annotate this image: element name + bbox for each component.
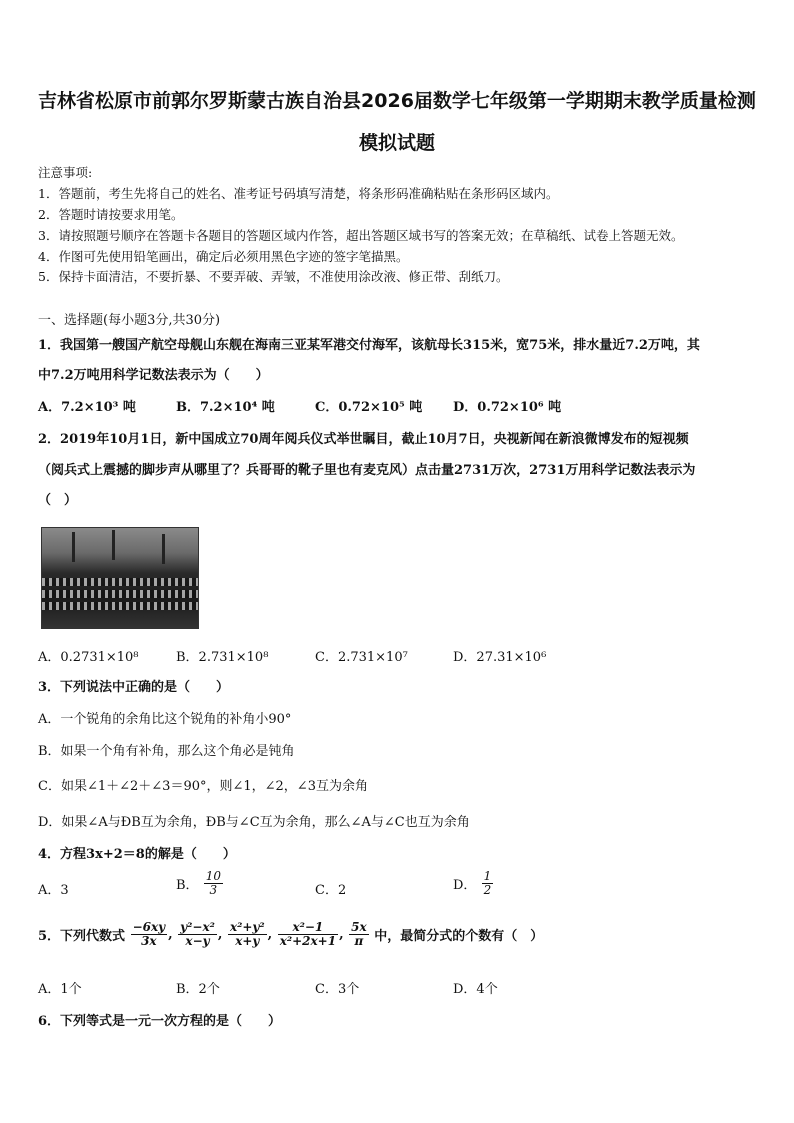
question-1-line1: 1．我国第一艘国产航空母舰山东舰在海南三亚某军港交付海军，该航母长315米，宽75米，排水量近7.2万吨，其 bbox=[38, 338, 700, 353]
question-4-options bbox=[38, 870, 758, 910]
option-d[interactable] bbox=[453, 870, 494, 897]
option-b[interactable] bbox=[176, 870, 224, 897]
question-5-prefix: 5．下列代数式 bbox=[38, 929, 126, 945]
question-3-option-a[interactable]: A．一个锐角的余角比这个锐角的补角小90° bbox=[38, 712, 292, 727]
expression-3: $\frac{\text{x²+y²}}{x+y}$ bbox=[229, 920, 265, 949]
notice-heading: 注意事项: bbox=[38, 165, 93, 180]
option-b[interactable]: B．7.2×10⁴ 吨 bbox=[176, 400, 275, 415]
notice-item-2: 2．答题时请按要求用笔。 bbox=[38, 207, 184, 222]
question-3-option-c[interactable]: C．如果∠1＋∠2＋∠3＝90°，则∠1，∠2，∠3互为余角 bbox=[38, 779, 368, 794]
question-5-stem: 5．下列代数式 $\frac{-6xy}{3x}$ , $\frac{\text{y²−x²}}{x-y}$ , $\frac{\text{x²+y²}}{x+y}$ , $\frac{\text{x²−1}}{\text{x²+2x+1}}$ , $\frac{5x}{\pi}$ 中，最简分式的个数有（ ） bbox=[38, 920, 544, 949]
option-a[interactable]: A．0.2731×10⁸ bbox=[38, 650, 139, 665]
notice-item-1: 1．答题前，考生先将自己的姓名、准考证号码填写清楚，将条形码准确粘贴在条形码区域内。 bbox=[38, 186, 559, 201]
notice-item-4: 4．作图可先使用铅笔画出，确定后必须用黑色字迹的签字笔描黑。 bbox=[38, 249, 409, 264]
page-title: 吉林省松原市前郭尔罗斯蒙古族自治县2026届数学七年级第一学期期末教学质量检测 bbox=[38, 90, 756, 112]
notice-item-3: 3．请按照题号顺序在答题卡各题目的答题区域内作答，超出答题区域书写的答案无效；在草稿纸、试卷上答题无效。 bbox=[38, 228, 684, 243]
expression-4: $\frac{\text{x²−1}}{\text{x²+2x+1}}$ bbox=[279, 920, 337, 949]
option-c[interactable]: C．3个 bbox=[315, 982, 360, 997]
expression-5: $\frac{5x}{\pi}$ bbox=[351, 920, 367, 949]
expression-1: $\frac{-6xy}{3x}$ bbox=[132, 920, 166, 949]
option-d-label: D． bbox=[453, 878, 477, 894]
question-3-option-d[interactable]: D．如果∠A与ÐB互为余角，ÐB与∠C互为余角，那么∠A与∠C也互为余角 bbox=[38, 815, 470, 830]
question-3-option-b[interactable]: B．如果一个角有补角，那么这个角必是钝角 bbox=[38, 744, 295, 759]
option-a[interactable]: A．7.2×10³ 吨 bbox=[38, 400, 136, 415]
page-title-line2: 模拟试题 bbox=[358, 132, 435, 154]
option-b[interactable]: B．2.731×10⁸ bbox=[176, 650, 269, 665]
notice-item-5: 5．保持卡面清洁，不要折暴、不要弄破、弄皱，不准使用涂改液、修正带、刮纸刀。 bbox=[38, 269, 509, 284]
section-heading: 一、选择题(每小题3分,共30分) bbox=[38, 313, 221, 328]
option-c[interactable]: C．2 bbox=[315, 883, 347, 898]
question-4-stem: 4．方程3x+2＝8的解是（ ） bbox=[38, 847, 236, 862]
question-1-line2: 中7.2万吨用科学记数法表示为（ ） bbox=[38, 368, 269, 383]
option-d[interactable]: D．4个 bbox=[453, 982, 498, 997]
question-2-line2: （阅兵式上震撼的脚步声从哪里了？兵哥哥的靴子里也有麦克风）点击量2731万次，2731万用科学记数法表示为 bbox=[38, 463, 696, 478]
question-3-stem: 3．下列说法中正确的是（ ） bbox=[38, 680, 230, 695]
option-b-label: B． bbox=[176, 878, 199, 894]
option-a[interactable]: A．1个 bbox=[38, 982, 82, 997]
option-c[interactable]: C．0.72×10⁵ 吨 bbox=[315, 400, 423, 415]
fraction: $\frac{1}{2}$ bbox=[483, 869, 492, 898]
question-2-line1: 2．2019年10月1日，新中国成立70周年阅兵仪式举世瞩目，截止10月7日，央视新闻在新浪微博发布的短视频 bbox=[38, 432, 689, 447]
option-d[interactable]: D．27.31×10⁶ bbox=[453, 650, 547, 665]
option-c[interactable]: C．2.731×10⁷ bbox=[315, 650, 408, 665]
question-5-suffix: 中，最简分式的个数有（ ） bbox=[374, 929, 544, 945]
option-b[interactable]: B．2个 bbox=[176, 982, 220, 997]
option-a[interactable]: A．3 bbox=[38, 883, 69, 898]
expression-2: $\frac{\text{y²−x²}}{x-y}$ bbox=[180, 920, 215, 949]
option-d[interactable]: D．0.72×10⁶ 吨 bbox=[453, 400, 562, 415]
fraction: $\frac{10}{3}$ bbox=[205, 869, 221, 898]
question-2-line3: （ ） bbox=[38, 493, 78, 508]
parade-photo bbox=[41, 527, 199, 629]
question-6-stem: 6．下列等式是一元一次方程的是（ ） bbox=[38, 1014, 282, 1029]
